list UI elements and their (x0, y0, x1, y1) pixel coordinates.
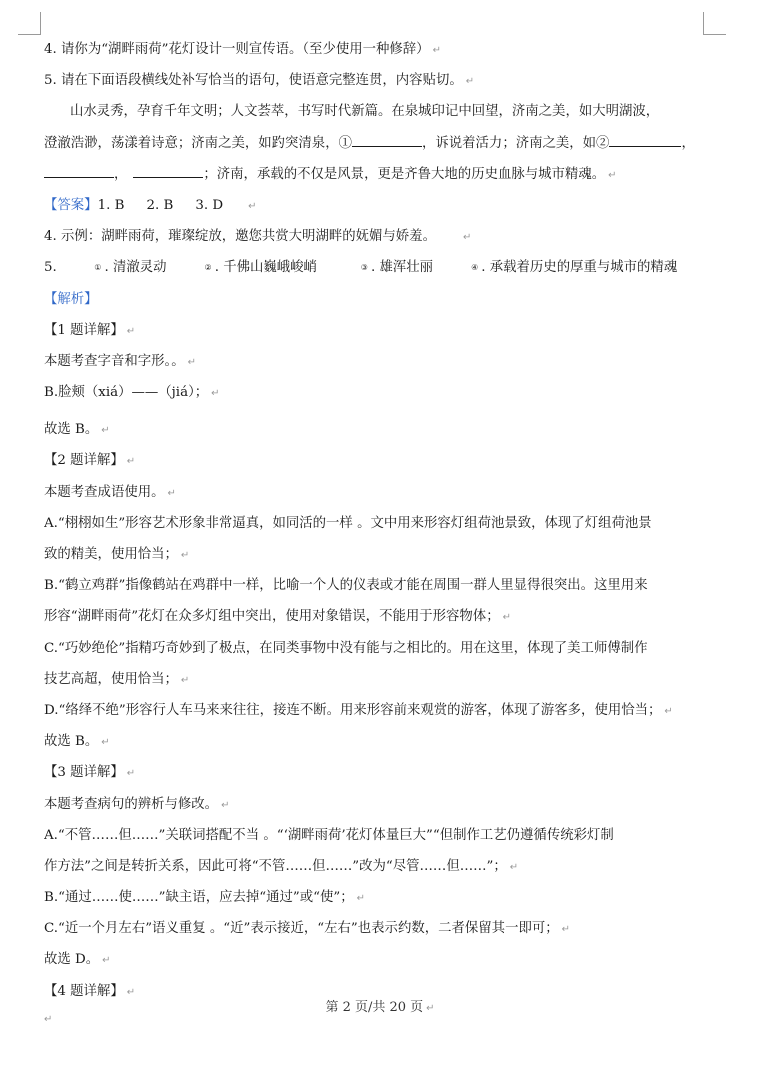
paragraph-mark-icon: ↵ (101, 737, 110, 749)
paragraph-mark-icon: ↵ (101, 425, 110, 437)
detail-2-line-1: 本题考查成语使用。 ↵ (44, 484, 176, 500)
passage-line-1: 山水灵秀，孕育千年文明；人文荟萃，书写时代新篇。在泉城印记中回望，济南之美，如大明湖波， (70, 104, 660, 120)
page-corner-top-left (18, 12, 41, 35)
fill-blank-3 (44, 165, 114, 178)
detail-2-end: 故选 B。 ↵ (44, 734, 110, 750)
paragraph-mark-icon: ↵ (126, 325, 136, 337)
detail-3-option-c: C.“近一个月左右”语义重复 。“近”表示接近，“左右”也表示约数，二者保留其一即可； ↵ (44, 921, 571, 937)
detail-3-title: 【3 题详解】 ↵ (44, 765, 136, 781)
paragraph-mark-icon: ↵ (102, 955, 111, 967)
document-page (44, 34, 716, 1007)
paragraph-mark-icon: ↵ (462, 232, 472, 244)
detail-2-option-b-2: 形容“湖畔雨荷”花灯在众多灯组中突出，使用对象错误，不能用于形容物体； ↵ (44, 609, 511, 625)
paragraph-mark-icon: ↵ (126, 456, 136, 468)
question-4: 4. 请你为“湖畔雨荷”花灯设计一则宣传语。（至少使用一种修辞） ↵ (44, 42, 441, 57)
paragraph-mark-icon: ↵ (248, 200, 257, 212)
fill-blank-4 (133, 165, 203, 178)
answer-5: 5. ① . 清澈灵动 ② . 千佛山巍峨峻峭 ③ . 雄浑壮丽 ④ . 承载着历史的厚重与城市的精魂 (44, 260, 678, 276)
paragraph-mark-icon: ↵ (167, 487, 176, 499)
paragraph-mark-icon: ↵ (180, 674, 190, 686)
paragraph-mark-icon: ↵ (561, 924, 571, 936)
detail-1-end: 故选 B。 ↵ (44, 422, 110, 438)
paragraph-mark-icon: ↵ (356, 893, 365, 905)
paragraph-mark-icon: ↵ (432, 45, 441, 56)
detail-2-option-c-1: C.“巧妙绝伦”指精巧奇妙到了极点，在同类事物中没有能与之相比的。用在这里，体现了美工师傅制作 (44, 640, 648, 656)
passage-line-3: ， ；济南，承载的不仅是风景，更是齐鲁大地的历史血脉与城市精魂。 ↵ (44, 159, 716, 190)
detail-1-title: 【1 题详解】 ↵ (44, 322, 136, 338)
paragraph-mark-icon: ↵ (44, 1014, 53, 1025)
detail-3-option-a-2: 作方法”之间是转折关系，因此可将“不管……但……”改为“尽管……但……”； ↵ (44, 858, 519, 874)
detail-3-end: 故选 D。 ↵ (44, 952, 111, 968)
question-5: 5. 请在下面语段横线处补写恰当的语句，使语意完整连贯，内容贴切。 ↵ (44, 73, 475, 89)
answer-4: 4. 示例：湖畔雨荷，璀璨绽放，邀您共赏大明湖畔的妩媚与娇羞。 ↵ (44, 229, 472, 245)
paragraph-mark-icon: ↵ (465, 76, 475, 88)
paragraph-mark-icon: ↵ (180, 550, 190, 561)
detail-2-option-d: D.“络绎不绝”形容行人车马来来往往，接连不断。用来形容前来观赏的游客，体现了游客多，使用恰当； ↵ (44, 702, 673, 718)
detail-2-option-a-2: 致的精美，使用恰当； ↵ (44, 547, 190, 562)
detail-2-option-b-1: B.“鹤立鸡群”指像鹤站在鸡群中一样，比喻一个人的仪表或才能在周围一群人里显得很突出。这里用来 (44, 578, 648, 594)
answer-label: 【答案】 (44, 197, 98, 213)
analysis-line (44, 284, 716, 315)
detail-3-option-a-1: A.“不管……但……”关联词搭配不当 。“‘湖畔雨荷’花灯体量巨大”“但制作工艺仍遵循传统彩灯制 (44, 827, 614, 843)
passage-line-2: 澄澈浩渺，荡漾着诗意；济南之美，如趵突清泉，① ，诉说着活力；济南之美，如② ， (44, 135, 695, 151)
paragraph-mark-icon: ↵ (664, 705, 673, 717)
paragraph-mark-icon: ↵ (211, 388, 220, 400)
paragraph-mark-icon: ↵ (509, 861, 519, 873)
detail-1-line-2: B.脸颊（xiá）——（jiá）； ↵ (44, 385, 220, 401)
page-corner-top-right (703, 12, 726, 35)
analysis-label: 【解析】 (44, 291, 98, 307)
paragraph-mark-icon: ↵ (187, 356, 196, 368)
page-footer: 第 2 页/共 20 页 ↵ (325, 1000, 435, 1015)
paragraph-mark-icon: ↵ (502, 612, 511, 624)
detail-1-line-1: 本题考查字音和字形。。 ↵ (44, 353, 196, 369)
detail-3-line-1: 本题考查病句的辨析与修改。 ↵ (44, 796, 230, 812)
answer-line: 【答案】1. B 2. B 3. D ↵ (44, 197, 257, 213)
detail-2-option-c-2: 技艺高超，使用恰当； ↵ (44, 671, 190, 687)
paragraph-mark-icon: ↵ (426, 1003, 435, 1014)
detail-3-option-b: B.“通过……使……”缺主语，应去掉“通过”或“使”； ↵ (44, 890, 365, 906)
detail-2-option-a-1: A.“栩栩如生”形容艺术形象非常逼真，如同活的一样 。文中用来形容灯组荷池景致，体现了灯组荷池景 (44, 515, 652, 531)
paragraph-mark-icon: ↵ (126, 986, 136, 998)
fill-blank-1 (352, 134, 422, 147)
detail-4-title: 【4 题详解】 ↵ (44, 983, 136, 999)
detail-2-title: 【2 题详解】 ↵ (44, 453, 136, 469)
paragraph-mark-icon: ↵ (126, 768, 136, 780)
paragraph-mark-icon: ↵ (221, 799, 230, 811)
fill-blank-2 (609, 134, 681, 147)
paragraph-mark-icon: ↵ (608, 169, 617, 181)
